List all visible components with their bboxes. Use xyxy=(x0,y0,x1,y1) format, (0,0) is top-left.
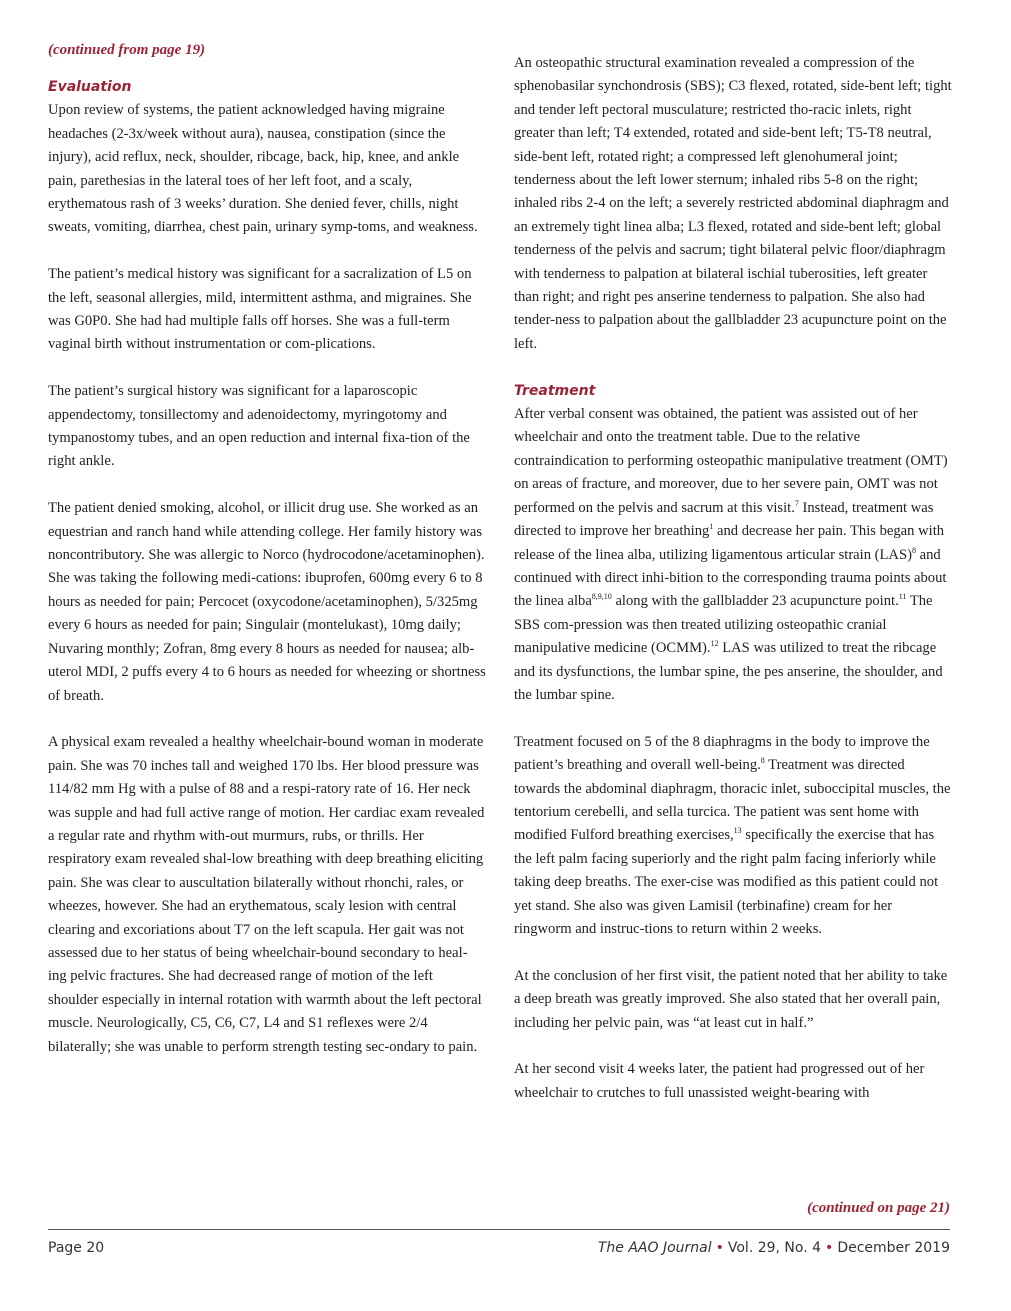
continued-from-label: (continued from page 19) xyxy=(48,42,206,58)
second-visit-paragraph: At her second visit 4 weeks later, the patient had progressed out of her wheelchair to crutches to full unassisted weight-bearing with xyxy=(514,1061,925,1101)
social-history-paragraph: The patient denied smoking, alcohol, or illicit drug use. She worked as an equestrian and ranch hand while attending college. Her family history was noncontributory. She was allergic to Norco (hydrocodone/acetaminophen). She was taking the following medi-cations: ibuprofen, 600mg every 6 to 8 hours as needed for pain; Percocet (oxycodone/acetaminophen), 5/325mg every 6 hours as needed for pain; Singulair (montelukast), 10mg daily; Nuvaring monthly; Zofran, 8mg every 8 hours as needed for nausea; alb-uterol MDI, 2 puffs every 4 to 6 hours as needed for wheezing or shortness of breath. xyxy=(48,500,486,704)
right-column xyxy=(514,52,952,1129)
first-visit-paragraph: At the conclusion of her first visit, the patient noted that her ability to take a deep breath was greatly improved. She also stated that her overall pain, including her pelvic pain, was “at least cut in half.” xyxy=(514,967,948,1031)
evaluation-paragraph-1: Upon review of systems, the patient acknowledged having migraine headaches (2-3x/week without aura), nausea, constipation (since the injury), acid reflux, neck, shoulder, ribcage, back, hip, knee, and ankle pain, parethesias in the lateral toes of her left foot, and a scaly, erythematous rash of 3 weeks’ duration. She denied fever, chills, night sweats, vomiting, diarrhea, chest pain, urinary symp-toms, and weakness. xyxy=(48,102,478,236)
surgical-history-paragraph: The patient’s surgical history was significant for a laparoscopic appendectomy, tonsillectomy and adenoidectomy, myringotomy and tympanostomy tubes, and an open reduction and internal fixa-tion of the right ankle. xyxy=(48,383,470,470)
journal-title: The AAO Journal xyxy=(597,1240,712,1256)
continued-on-label: (continued on page 21) xyxy=(807,1200,950,1216)
journal-volume: Vol. 29, No. 4 xyxy=(727,1240,822,1256)
left-column xyxy=(48,76,486,1082)
treatment-paragraph-2: Treatment focused on 5 of the 8 diaphragms in the body to improve the patient’s breathing and overall well-being.$^8$ Treatment was directed towards the abdominal diaphragm, thoracic inlet, suboccipital muscles, the tentorium cerebelli, and sella turcica. The patient was sent home with modified Fulford breathing exercises,$^{13}$ specifically the exercise that has the left palm facing superiorly and the right palm facing inferiorly while taking deep breaths. The exer-cise was modified as this patient could not yet stand. She also was given Lamisil (terbinafine) cream for her ringworm and instruc-tions to return within 2 weeks. xyxy=(514,733,951,937)
structural-exam-paragraph: An osteopathic structural examination revealed a compression of the sphenobasilar synchondrosis (SBS); C3 flexed, rotated, side-bent left; tight and tender left pectoral musculature; restricted tho-racic inlets, right greater than left; T4 extended, rotated and side-bent left; T5-T8 neutral, side-bent left, rotated right; a compressed left glenohumeral joint; tenderness about the left lower sternum; inhaled ribs 5-8 on the right; inhaled ribs 2-4 on the left; a severely restricted abdominal diaphragm and an extremely tight linea alba; L3 flexed, rotated and side-bent left; global tenderness of the pelvis and sacrum; tight bilateral pelvic floor/diaphragm with tenderness to palpation at bilateral ischial tuberosities, left greater than right; and right pes anserine tenderness to palpation. She also had tender-ness to palpation about the gallbladder 23 acupuncture point on the left. xyxy=(514,55,952,352)
bullet-separator: • xyxy=(825,1240,834,1256)
footer-divider xyxy=(48,1229,950,1230)
evaluation-heading: Evaluation xyxy=(48,79,132,95)
medical-history-paragraph: The patient’s medical history was significant for a sacralization of L5 on the left, seasonal allergies, mild, intermittent asthma, and migraines. She was G0P0. She had had multiple falls off horses. She was a full-term vaginal birth without instrumentation or com-plications. xyxy=(48,266,472,353)
physical-exam-paragraph: A physical exam revealed a healthy wheelchair-bound woman in moderate pain. She was 70 inches tall and weighed 170 lbs. Her blood pressure was 114/82 mm Hg with a pulse of 88 and a respi-ratory rate of 16. Her neck was supple and had full active range of motion. Her cardiac exam revealed a regular rate and rhythm with-out murmurs, rubs, or thrills. Her respiratory exam revealed shal-low breathing with deep breathing eliciting pain. She was clear to auscultation bilaterally without rhonchi, rales, or wheezes, however. She had an erythematous, scaly lesion with central clearing and excoriations about T7 on the left scapula. Her gait was not assessed due to her status of being wheelchair-bound secondary to heal-ing pelvic fractures. She had decreased range of motion of the left shoulder especially in internal rotation with warmth about the left pectoral muscle. Neurologically, C5, C6, C7, L4 and S1 reflexes were 2/4 bilaterally; she was unable to perform strength testing sec-ondary to pain. xyxy=(48,734,485,1055)
journal-date: December 2019 xyxy=(837,1240,950,1256)
page-number: Page 20 xyxy=(48,1240,105,1256)
journal-citation xyxy=(598,1240,950,1256)
bullet-separator: • xyxy=(715,1240,724,1256)
treatment-paragraph-1: After verbal consent was obtained, the patient was assisted out of her wheelchair and onto the treatment table. Due to the relative contraindication to performing osteopathic manipulative treatment (OMT) on areas of fracture, and moreover, due to her severe pain, OMT was not performed on the pelvis and sacrum at this visit.$^7$ Instead, treatment was directed to improve her breathing$^1$ and decrease her pain. This began with release of the linea alba, utilizing ligamentous articular strain (LAS)$^8$ and continued with direct inhi-bition to the corresponding trauma points about the linea alba$^{8,9,10}$ along with the gallbladder 23 acupuncture point.$^{11}$ The SBS com-pression was then treated utilizing osteopathic cranial manipulative medicine (OCMM).$^{12}$ LAS was utilized to treat the ribcage and its dysfunctions, the lumbar spine, the pes anserine, the shoulder, and the lumbar spine. xyxy=(514,406,948,703)
treatment-heading: Treatment xyxy=(514,382,596,399)
